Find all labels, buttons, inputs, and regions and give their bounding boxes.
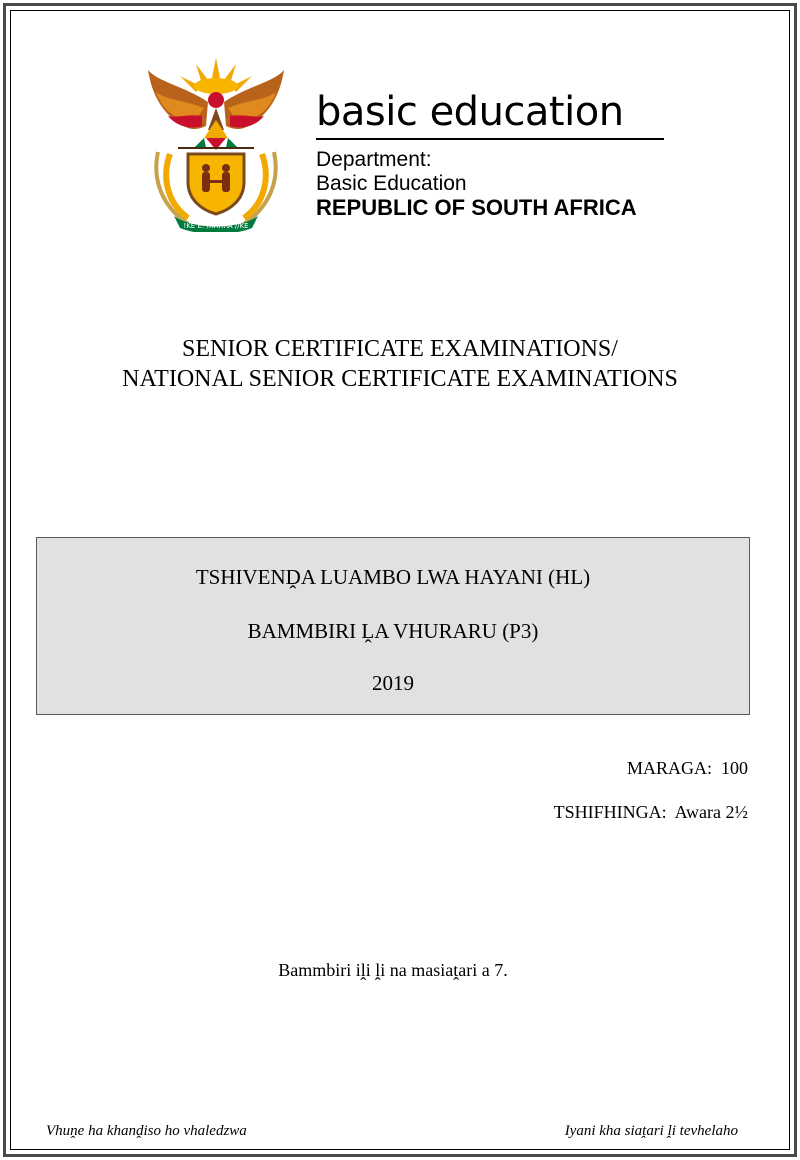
brand-title: basic education bbox=[316, 89, 624, 135]
marks-label: MARAGA: 100 bbox=[626, 758, 748, 778]
paper-title-box bbox=[36, 537, 750, 715]
time-label: TSHIFHINGA: Awara 2½ bbox=[553, 802, 748, 822]
svg-text:!KE E: /XARRA //KE: !KE E: /XARRA //KE bbox=[183, 222, 249, 230]
department-name: Basic Education bbox=[316, 172, 467, 195]
exam-heading-line2: NATIONAL SENIOR CERTIFICATE EXAMINATIONS bbox=[122, 366, 678, 392]
footer-right-note: Iyani kha siaṱari ḽi tevhelaho bbox=[564, 1123, 738, 1139]
page-count-note: Bammbiri iḽi ḽi na masiaṱari a 7. bbox=[278, 960, 508, 980]
footer-left-note: Vhuṋe ha khanḓiso ho vhaledzwa bbox=[46, 1123, 247, 1139]
subject-title: TSHIVENḒA LUAMBO LWA HAYANI (HL) bbox=[195, 565, 591, 589]
department-label: Department: bbox=[316, 148, 432, 171]
exam-year: 2019 bbox=[372, 671, 414, 695]
country-name: REPUBLIC OF SOUTH AFRICA bbox=[316, 195, 637, 220]
department-branding bbox=[316, 86, 666, 220]
exam-heading bbox=[0, 334, 800, 394]
paper-name: BAMMBIRI ḼA VHURARU (P3) bbox=[247, 619, 539, 643]
exam-heading-line1: SENIOR CERTIFICATE EXAMINATIONS/ bbox=[182, 336, 618, 362]
brand-underline bbox=[316, 138, 664, 140]
coat-of-arms-logo bbox=[144, 56, 288, 232]
